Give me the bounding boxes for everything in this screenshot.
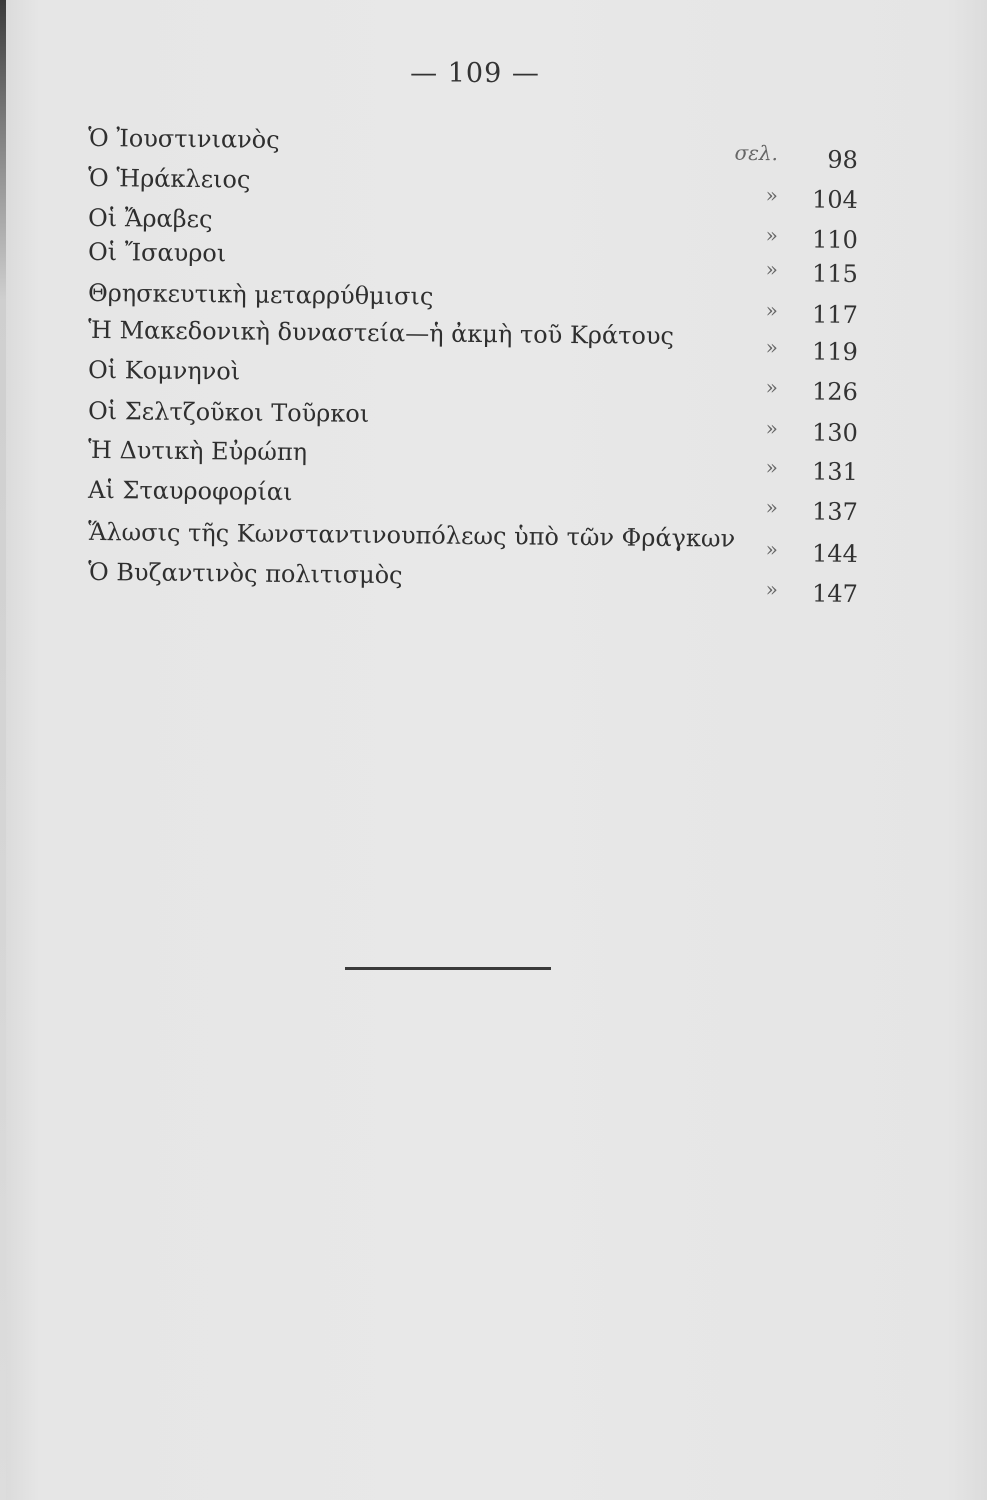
end-rule: [345, 967, 551, 970]
toc-entry-title: Ἅλωσις τῆς Κωνσταντινουπόλεως ὑπὸ τῶν Φράγκων: [87, 517, 736, 553]
toc-entry-separator: »: [765, 183, 779, 208]
toc-entry-separator: »: [765, 223, 779, 248]
toc-entry-page: 147: [811, 579, 859, 608]
toc-entry-separator: »: [765, 495, 779, 520]
toc-entry-separator: »: [765, 335, 779, 360]
toc-entry-page: 110: [811, 225, 859, 254]
toc-entry-title: Οἱ Κομνηνοὶ: [87, 355, 241, 386]
toc-entry-page: 104: [811, 185, 859, 214]
toc-entry-separator: »: [765, 455, 779, 480]
toc-entry-title: Οἱ Σελτζοῦκοι Τοῦρκοι: [87, 396, 370, 428]
toc-entry: [88, 238, 868, 286]
toc-entry-title: Οἱ Ἄραβες: [87, 203, 213, 234]
toc-entry-page: 126: [811, 377, 859, 406]
toc-entry-separator: »: [765, 375, 779, 400]
toc-entry-separator: »: [765, 577, 779, 602]
toc-entry: [88, 356, 868, 404]
binding-shadow: [0, 0, 6, 1500]
toc-entry-page: 137: [811, 497, 859, 526]
toc-entry-page: 115: [811, 259, 859, 288]
toc-entry-separator: »: [765, 537, 779, 562]
toc-entry-separator: »: [765, 416, 779, 441]
toc-entry-title: Θρησκευτικὴ μεταρρύθμισις: [87, 278, 434, 311]
toc-entry-title: Ὁ Ἰουστινιανὸς: [87, 123, 280, 154]
toc-entry-page: 119: [811, 337, 859, 366]
toc-entry: [88, 558, 868, 606]
toc-entry-title: Αἱ Σταυροφορίαι: [87, 475, 293, 507]
table-of-contents: [88, 0, 868, 640]
page-number: — 109 —: [410, 58, 540, 89]
toc-entry-title: Ὁ Βυζαντινὸς πολιτισμὸς: [87, 557, 403, 590]
toc-entry-page: 131: [811, 457, 859, 486]
toc-entry-title: Ὁ Ἡράκλειος: [87, 163, 251, 194]
toc-entry-page: 98: [827, 145, 859, 174]
toc-entry-separator: »: [765, 298, 779, 323]
toc-entry-page: 144: [811, 539, 859, 568]
toc-entry-separator: σελ.: [734, 140, 779, 166]
toc-entry-title: Ἡ Δυτικὴ Εὐρώπη: [87, 435, 308, 467]
toc-entry-title: Οἱ Ἴσαυροι: [87, 237, 227, 268]
toc-entry-page: 117: [811, 300, 859, 329]
toc-entry-page: 130: [811, 418, 859, 447]
toc-entry: [88, 476, 868, 524]
toc-entry-title: Ἡ Μακεδονικὴ δυναστεία—ἡ ἀκμὴ τοῦ Κράτους: [87, 315, 675, 351]
toc-entry-separator: »: [765, 257, 779, 282]
